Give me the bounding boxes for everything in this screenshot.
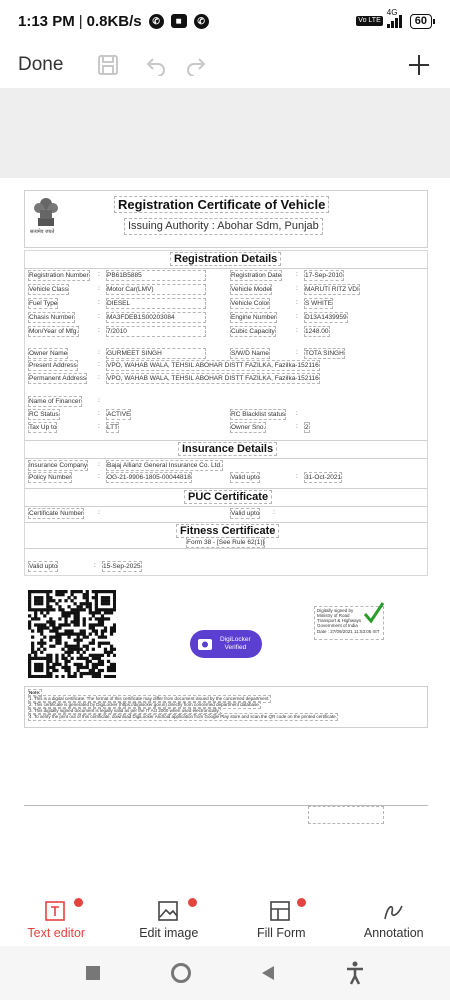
tab-edit-image[interactable]: Edit image	[113, 896, 226, 946]
fitness-details: Valid upto : 15-Sep-2025	[29, 562, 141, 570]
table-row: Registration Number : PB61B5885 Registration Date : 17-Sep-2010	[29, 271, 343, 279]
whatsapp-icon: ✆	[149, 14, 164, 29]
table-row: Mon/Year of Mfg. : 7/2010 Cubic Capacity : 1248.00	[29, 327, 329, 335]
editor-toolbar	[0, 42, 450, 88]
verified-check-icon	[363, 601, 385, 625]
status-bar: 1:13 PM | 0.8KB/s ✆ ◼ ✆ Vo LTE 4G 60	[0, 0, 450, 42]
digilocker-verified-badge: DigiLocker Verified	[190, 630, 262, 658]
fitness-certificate-heading: Fitness Certificate	[176, 524, 279, 538]
fill-form-icon	[269, 900, 293, 922]
digilocker-logo-icon	[196, 635, 214, 653]
accessibility-icon[interactable]	[345, 961, 365, 985]
save-icon[interactable]	[95, 52, 121, 78]
document-page	[0, 178, 450, 896]
document-viewport[interactable]	[0, 88, 450, 896]
table-row: Vehicle Class : Motor Car(LMV) Vehicle Model : MARUTI RITZ VDI	[29, 285, 359, 293]
edit-image-icon	[157, 900, 181, 922]
puc-details: Certificate Number : Valid upto :	[29, 509, 275, 517]
fitness-form-rule: Form 38 - [See Rule 62(1)]	[187, 539, 265, 546]
issuing-authority: Issuing Authority : Abohar Sdm, Punjab	[124, 218, 323, 235]
certificate-title: Registration Certificate of Vehicle	[114, 196, 329, 213]
volte-icon: Vo LTE	[358, 17, 381, 24]
table-row: Fuel Type : DIESEL Vehicle Color : S WHITE	[29, 299, 333, 307]
undo-icon[interactable]	[143, 52, 169, 78]
rc-status-details: Name of Financer : RC Status : ACTIVE RC Blacklist status : Tax Up to : LTT Owner Sno. : 2	[29, 397, 309, 431]
system-nav-bar	[0, 946, 450, 1000]
status-time: 1:13 PM	[18, 12, 75, 30]
text-editor-icon	[44, 900, 68, 922]
digital-signature: Digitally signed by Ministry of Road Transport & Highways Government of India Date : 27/09/2021 11:53:05 IST	[314, 606, 384, 640]
recent-apps-icon[interactable]	[86, 966, 100, 980]
tab-fill-form[interactable]: Fill Form	[225, 896, 338, 946]
table-row: Chasis Number : MA3FDEB1S00203084 Engine Number : D13A1439959	[29, 313, 347, 321]
battery-icon: 60	[410, 14, 432, 29]
puc-certificate-heading: PUC Certificate	[184, 490, 272, 504]
owner-details: Owner Name : GURMEET SINGH S/W/D Name : TOTA SINGH Present Address : VPO, WAHAB WALA, TEHSIL ABOHAR DISTT FAZILKA, Fazilka-152116 Permanent Address : VPO, WAHAB WALA, TEHSIL ABOHAR DISTT FAZILKA, Fazilka-152116	[29, 349, 344, 382]
insurance-details-heading: Insurance Details	[178, 442, 277, 456]
phone-icon: ✆	[194, 14, 209, 29]
back-icon[interactable]	[262, 966, 274, 980]
qr-code-icon	[28, 590, 116, 678]
edit-tabs	[0, 896, 450, 946]
home-icon[interactable]	[171, 963, 191, 983]
insurance-details: Insurance Company : Bajaj Allianz General Insurance Co. Ltd. Policy Number : OG-21-9906-1805-00044818 Valid upto : 31-Oct-2021	[29, 461, 342, 481]
emblem-icon	[30, 194, 62, 230]
qr-code[interactable]	[28, 590, 116, 678]
registration-details-heading: Registration Details	[170, 252, 281, 266]
notes-box: Note: 1. This is a digital certificate. The format of this certificate may differ from document issued by the concerned department. 2. This certificate is generated by DigiLocker (https://digilocker.gov.in) directly from concerned department database. 3. This digitally signed document is legally valid as per the IT Act 2000 when used electronically. 4. To verify the print out of this certificate, download DigiLocker Android application from Google Play store and scan the QR code on the printed certificate.	[24, 686, 428, 728]
status-speed: 0.8KB/s	[86, 12, 142, 30]
emblem-text: सत्यमेव जयते	[30, 229, 55, 235]
done-button[interactable]: Done	[18, 54, 64, 75]
annotation-icon	[382, 900, 406, 922]
signal-icon: 4G	[387, 14, 402, 28]
redo-icon[interactable]	[183, 52, 209, 78]
empty-text-field[interactable]	[308, 806, 384, 824]
national-emblem	[30, 194, 62, 238]
tab-text-editor[interactable]: Text editor	[0, 896, 113, 946]
app-notification-icon: ◼	[171, 14, 187, 28]
tab-annotation[interactable]: Annotation	[338, 896, 450, 946]
add-icon[interactable]	[406, 52, 432, 78]
